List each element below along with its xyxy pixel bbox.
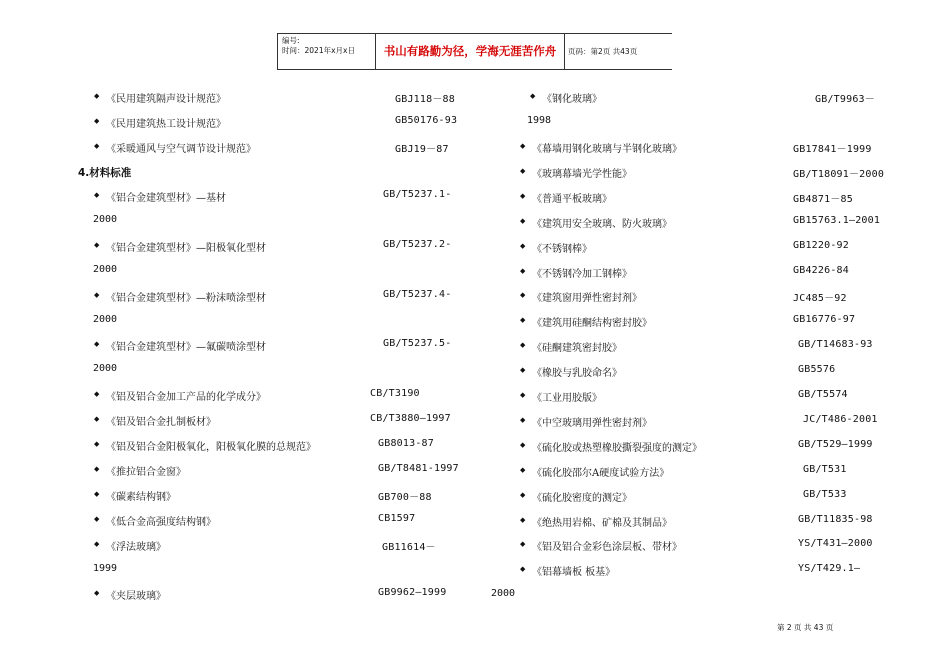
standard-title: 《夹层玻璃》 <box>106 591 166 603</box>
bullet-icon: ◆ <box>520 490 526 499</box>
standard-title: 《中空玻璃用弹性密封剂》 <box>532 417 652 429</box>
header-page-number: 页码：第2页 共43页 <box>568 47 638 56</box>
standard-code: CB/T3880—1997 <box>370 413 451 425</box>
bullet-icon: ◆ <box>94 340 100 349</box>
code-continuation: 1998 <box>527 115 552 126</box>
standard-title: 《绝热用岩棉、矿棉及其制品》 <box>532 517 672 529</box>
bullet-icon: ◆ <box>94 141 100 150</box>
bullet-icon: ◆ <box>520 515 526 524</box>
bullet-icon: ◆ <box>520 341 526 350</box>
bullet-icon: ◆ <box>530 92 536 100</box>
standard-title: 《铝及铝合金扎制板材》 <box>106 417 216 429</box>
standard-code: GB/T531 <box>803 463 847 475</box>
bullet-icon: ◆ <box>94 589 100 598</box>
standard-code: JC485－92 <box>793 293 847 305</box>
standard-code: YS/T431—2000 <box>798 538 873 550</box>
standard-code: GB1220-92 <box>793 239 849 251</box>
standard-title: 《钢化玻璃》 <box>542 94 602 105</box>
bullet-icon: ◆ <box>94 92 100 100</box>
standard-code: GB16776-97 <box>793 314 856 326</box>
page-footer: 第 2 页 共 43 页 <box>777 623 834 632</box>
bullet-icon: ◆ <box>94 464 100 473</box>
standard-code: GB/T8481-1997 <box>378 462 459 474</box>
standard-title: 《浮法玻璃》 <box>106 541 166 553</box>
bullet-icon: ◆ <box>520 241 526 250</box>
standard-title: 《建筑窗用弹性密封剂》 <box>532 293 642 305</box>
bullet-icon: ◆ <box>94 390 100 399</box>
header-meta-cell <box>277 34 375 69</box>
bullet-icon: ◆ <box>94 290 100 299</box>
standard-title: 《普通平板玻璃》 <box>532 193 612 205</box>
bullet-icon: ◆ <box>520 391 526 399</box>
page-header <box>277 33 672 70</box>
doc-time: 时间：2021年x月x日 <box>282 46 355 55</box>
bullet-icon: ◆ <box>94 415 100 424</box>
doc-number-label: 编号: <box>282 36 300 45</box>
bullet-icon: ◆ <box>94 514 100 523</box>
standard-code: GB/T5237.2- <box>383 238 452 250</box>
bullet-icon: ◆ <box>520 191 526 200</box>
standard-code: GB/T529—1999 <box>798 438 873 450</box>
bullet-icon: ◆ <box>94 240 100 249</box>
standard-title: 《硫化胶或热塑橡胶撕裂强度的测定》 <box>532 442 702 454</box>
standard-title: 《铝合金建筑型材》—氟碳喷涂型材 <box>106 342 266 354</box>
bullet-icon: ◆ <box>520 465 526 474</box>
bullet-icon: ◆ <box>520 166 526 175</box>
standard-title: 《铝合金建筑型材》—阳极氧化型材 <box>106 242 266 254</box>
standard-title: 《橡胶与乳胶命名》 <box>532 368 622 380</box>
standard-code: GB9962—1999 <box>378 587 447 599</box>
standard-code: GB700－88 <box>378 491 432 503</box>
standard-title: 《幕墙用钢化玻璃与半钢化玻璃》 <box>532 144 682 155</box>
bullet-icon: ◆ <box>520 216 526 225</box>
standard-code: CB/T3190 <box>370 388 420 400</box>
standard-code: GB50176-93 <box>395 114 458 126</box>
standard-title: 《建筑用安全玻璃、防火玻璃》 <box>532 218 672 230</box>
standard-code: YS/T429.1— <box>798 563 861 575</box>
standard-code: GB/T5574 <box>798 389 848 400</box>
bullet-icon: ◆ <box>520 366 526 375</box>
bullet-icon: ◆ <box>94 489 100 498</box>
standard-code: GB/T9963－ <box>815 94 875 105</box>
standard-title: 《硅酮建筑密封胶》 <box>532 343 622 355</box>
standard-title: 《铝及铝合金加工产品的化学成分》 <box>106 392 266 404</box>
standard-title: 《不锈钢棒》 <box>532 243 592 255</box>
bullet-icon: ◆ <box>520 291 526 300</box>
standard-title: 《低合金高强度结构钢》 <box>106 516 216 528</box>
standard-title: 《硫化胶密度的测定》 <box>532 492 632 504</box>
code-continuation: 2000 <box>93 313 118 325</box>
standard-code: GB/T5237.4- <box>383 288 452 300</box>
bullet-icon: ◆ <box>520 266 526 275</box>
bullet-icon: ◆ <box>520 142 526 150</box>
code-continuation: 2000 <box>93 263 118 275</box>
standard-title: 《铝及铝合金彩色涂层板、带材》 <box>532 542 682 554</box>
standard-code: GB/T14683-93 <box>798 339 873 351</box>
standard-title: 《铝及铝合金阳极氧化，阳极氧化膜的总规范》 <box>106 442 316 453</box>
standard-code: JC/T486-2001 <box>803 413 878 425</box>
standard-title: 《铝合金建筑型材》—基材 <box>106 193 226 204</box>
bullet-icon: ◆ <box>520 415 526 424</box>
standard-title: 《建筑用硅酮结构密封胶》 <box>532 318 652 330</box>
bullet-icon: ◆ <box>94 539 100 548</box>
standard-title: 《硫化胶邵尔A硬度试验方法》 <box>532 467 670 479</box>
bullet-icon: ◆ <box>94 116 100 125</box>
standard-title: 《铝幕墙板 板基》 <box>532 567 616 579</box>
standard-code: GB/T11835-98 <box>798 513 873 525</box>
bullet-icon: ◆ <box>94 191 100 199</box>
standard-title: 《采暖通风与空气调节设计规范》 <box>106 143 256 155</box>
standard-code: GB5576 <box>798 364 836 376</box>
standard-code: GB8013-87 <box>378 438 434 449</box>
standard-code: GB4871－85 <box>793 193 853 205</box>
code-continuation: 2000 <box>93 363 118 375</box>
standard-title: 《玻璃幕墙光学性能》 <box>532 168 632 180</box>
bullet-icon: ◆ <box>94 440 100 448</box>
section-heading: 4.材料标准 <box>78 167 132 179</box>
standard-code: GB/T533 <box>803 488 847 500</box>
standard-title: 《铝合金建筑型材》—粉沫喷涂型材 <box>106 292 266 304</box>
code-continuation: 2000 <box>93 213 118 225</box>
standard-title: 《民用建筑隔声设计规范》 <box>106 94 226 105</box>
standard-code: GB11614－ <box>382 541 436 553</box>
standard-code: GB17841－1999 <box>793 144 872 155</box>
code-continuation: 1999 <box>93 562 118 574</box>
standard-title: 《工业用胶版》 <box>532 393 602 404</box>
header-motto: 书山有路勤为径，学海无涯苦作舟 <box>375 34 565 69</box>
standard-code: CB1597 <box>378 512 416 524</box>
standard-title: 《推拉铝合金窗》 <box>106 466 186 478</box>
standard-code: GB/T18091－2000 <box>793 168 885 180</box>
bullet-icon: ◆ <box>520 316 526 325</box>
standard-title: 《不锈钢冷加工钢棒》 <box>532 268 632 280</box>
standard-code: GB/T5237.5- <box>383 338 452 350</box>
standard-code: GB15763.1—2001 <box>793 214 881 226</box>
standard-code: GBJ118－88 <box>395 94 455 105</box>
standard-title: 《民用建筑热工设计规范》 <box>106 118 226 130</box>
bullet-icon: ◆ <box>520 565 526 574</box>
code-continuation: 2000 <box>491 588 516 599</box>
standard-code: GB/T5237.1- <box>383 189 452 200</box>
standard-code: GB4226-84 <box>793 264 849 276</box>
standard-code: GBJ19－87 <box>395 143 449 155</box>
bullet-icon: ◆ <box>520 440 526 449</box>
standard-title: 《碳素结构钢》 <box>106 491 176 503</box>
bullet-icon: ◆ <box>520 540 526 549</box>
